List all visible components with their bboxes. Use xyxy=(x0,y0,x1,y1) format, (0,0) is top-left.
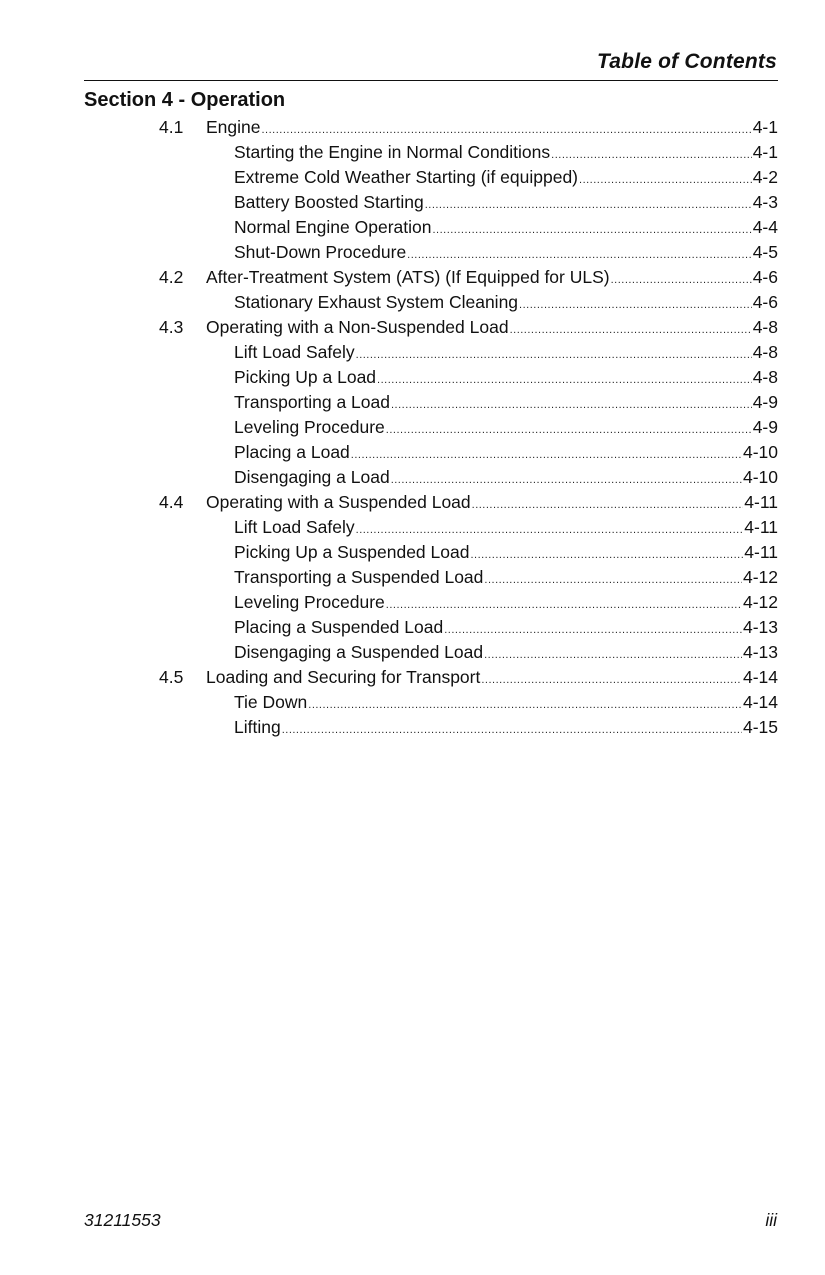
toc-entry-label: Disengaging a Load xyxy=(234,467,390,487)
toc-entry-label: Shut-Down Procedure xyxy=(234,242,407,262)
toc-entry-page: 4-9 xyxy=(752,392,778,412)
toc-entry-label: Disengaging a Suspended Load xyxy=(234,642,484,662)
dot-leader xyxy=(470,543,743,568)
toc-entry-label: Picking Up a Load xyxy=(234,367,377,387)
dot-leader xyxy=(484,568,742,593)
toc-entry-label: After-Treatment System (ATS) (If Equipped for ULS) xyxy=(206,267,610,287)
toc-entry-page: 4-1 xyxy=(752,117,778,137)
toc-entry-page: 4-2 xyxy=(752,167,778,187)
toc-entry-page: 4-6 xyxy=(752,292,778,312)
toc-entry[interactable] xyxy=(159,440,778,465)
toc-entry[interactable] xyxy=(159,615,778,640)
toc-entry-page: 4-9 xyxy=(752,417,778,437)
toc-entry-label: Loading and Securing for Transport xyxy=(206,667,481,687)
dot-leader xyxy=(579,168,752,193)
section-heading: Section 4 - Operation xyxy=(84,89,286,111)
toc-entry[interactable] xyxy=(159,365,778,390)
toc-entry-number: 4.5 xyxy=(159,667,184,687)
toc-entry-label: Picking Up a Suspended Load xyxy=(234,542,470,562)
toc-entry-label: Lift Load Safely xyxy=(234,342,355,362)
toc-entry-page: 4-11 xyxy=(744,542,778,562)
dot-leader xyxy=(351,443,742,468)
toc-entry-label: Engine xyxy=(206,117,261,137)
toc-entry[interactable] xyxy=(159,190,778,215)
toc-entry[interactable] xyxy=(159,290,778,315)
dot-leader xyxy=(377,368,752,393)
toc-entry-label: Normal Engine Operation xyxy=(234,217,432,237)
toc-entry-label: Operating with a Suspended Load xyxy=(206,492,471,512)
toc-entry[interactable] xyxy=(159,165,778,190)
toc-entry[interactable] xyxy=(159,390,778,415)
toc-entry-page: 4-13 xyxy=(742,642,778,662)
toc-entry-label: Leveling Procedure xyxy=(234,592,385,612)
toc-entry[interactable] xyxy=(159,715,778,740)
toc-entry-page: 4-6 xyxy=(752,267,778,287)
dot-leader xyxy=(472,493,744,518)
toc-entry-page: 4-11 xyxy=(744,517,778,537)
toc-entry-label: Placing a Suspended Load xyxy=(234,617,444,637)
toc-entry-page: 4-10 xyxy=(742,442,778,462)
toc-entry-label: Extreme Cold Weather Starting (if equipped) xyxy=(234,167,579,187)
toc-entry-number: 4.1 xyxy=(159,117,184,137)
toc-entry[interactable] xyxy=(159,540,778,565)
toc-entry-label: Tie Down xyxy=(234,692,308,712)
dot-leader xyxy=(391,393,752,418)
toc-entry-number: 4.2 xyxy=(159,267,184,287)
toc-entry-label: Operating with a Non-Suspended Load xyxy=(206,317,509,337)
toc-entry[interactable] xyxy=(159,465,778,490)
dot-leader xyxy=(444,618,742,643)
toc-entry-number: 4.3 xyxy=(159,317,184,337)
toc-entry[interactable] xyxy=(159,215,778,240)
toc-entry-page: 4-5 xyxy=(752,242,778,262)
toc-entry[interactable] xyxy=(159,590,778,615)
toc-entry-page: 4-11 xyxy=(744,492,778,512)
footer-page-number: iii xyxy=(765,1210,777,1230)
toc-entry[interactable] xyxy=(159,490,778,515)
toc-entry-page: 4-12 xyxy=(742,592,778,612)
toc-entry-label: Battery Boosted Starting xyxy=(234,192,424,212)
toc-entry[interactable] xyxy=(159,340,778,365)
dot-leader xyxy=(356,343,752,368)
toc-entry-page: 4-1 xyxy=(752,142,778,162)
toc-entry[interactable] xyxy=(159,265,778,290)
toc-entry-label: Transporting a Load xyxy=(234,392,390,412)
toc-entry[interactable] xyxy=(159,140,778,165)
toc-entry-label: Leveling Procedure xyxy=(234,417,385,437)
dot-leader xyxy=(432,218,751,243)
toc-entry-page: 4-8 xyxy=(752,367,778,387)
toc-entry[interactable] xyxy=(159,690,778,715)
toc-entry-page: 4-15 xyxy=(742,717,778,737)
page-header-title: Table of Contents xyxy=(597,50,777,73)
header-rule xyxy=(84,80,778,81)
dot-leader xyxy=(510,318,752,343)
toc-entry[interactable] xyxy=(159,515,778,540)
toc-entry-page: 4-12 xyxy=(742,567,778,587)
dot-leader xyxy=(481,668,742,693)
toc-entry[interactable] xyxy=(159,640,778,665)
toc-entry[interactable] xyxy=(159,415,778,440)
toc-entry-page: 4-8 xyxy=(752,317,778,337)
toc-entry-label: Lifting xyxy=(234,717,281,737)
toc-list xyxy=(159,115,778,740)
toc-entry-label: Stationary Exhaust System Cleaning xyxy=(234,292,519,312)
toc-entry-page: 4-14 xyxy=(742,692,778,712)
toc-entry-label: Starting the Engine in Normal Conditions xyxy=(234,142,551,162)
footer-doc-number: 31211553 xyxy=(84,1210,161,1230)
toc-entry-number: 4.4 xyxy=(159,492,184,512)
toc-entry-page: 4-14 xyxy=(742,667,778,687)
dot-leader xyxy=(519,293,752,318)
dot-leader xyxy=(425,193,752,218)
toc-entry[interactable] xyxy=(159,115,778,140)
toc-entry-page: 4-3 xyxy=(752,192,778,212)
dot-leader xyxy=(611,268,752,293)
toc-entry[interactable] xyxy=(159,665,778,690)
toc-entry-label: Lift Load Safely xyxy=(234,517,355,537)
dot-leader xyxy=(551,143,752,168)
toc-entry[interactable] xyxy=(159,240,778,265)
dot-leader xyxy=(282,718,742,743)
dot-leader xyxy=(308,693,742,718)
toc-entry-page: 4-8 xyxy=(752,342,778,362)
toc-entry-page: 4-10 xyxy=(742,467,778,487)
dot-leader xyxy=(484,643,742,668)
toc-entry-label: Transporting a Suspended Load xyxy=(234,567,484,587)
toc-entry-page: 4-13 xyxy=(742,617,778,637)
toc-entry[interactable] xyxy=(159,565,778,590)
toc-entry-label: Placing a Load xyxy=(234,442,350,462)
dot-leader xyxy=(386,418,752,443)
toc-entry-page: 4-4 xyxy=(752,217,778,237)
toc-entry[interactable] xyxy=(159,315,778,340)
